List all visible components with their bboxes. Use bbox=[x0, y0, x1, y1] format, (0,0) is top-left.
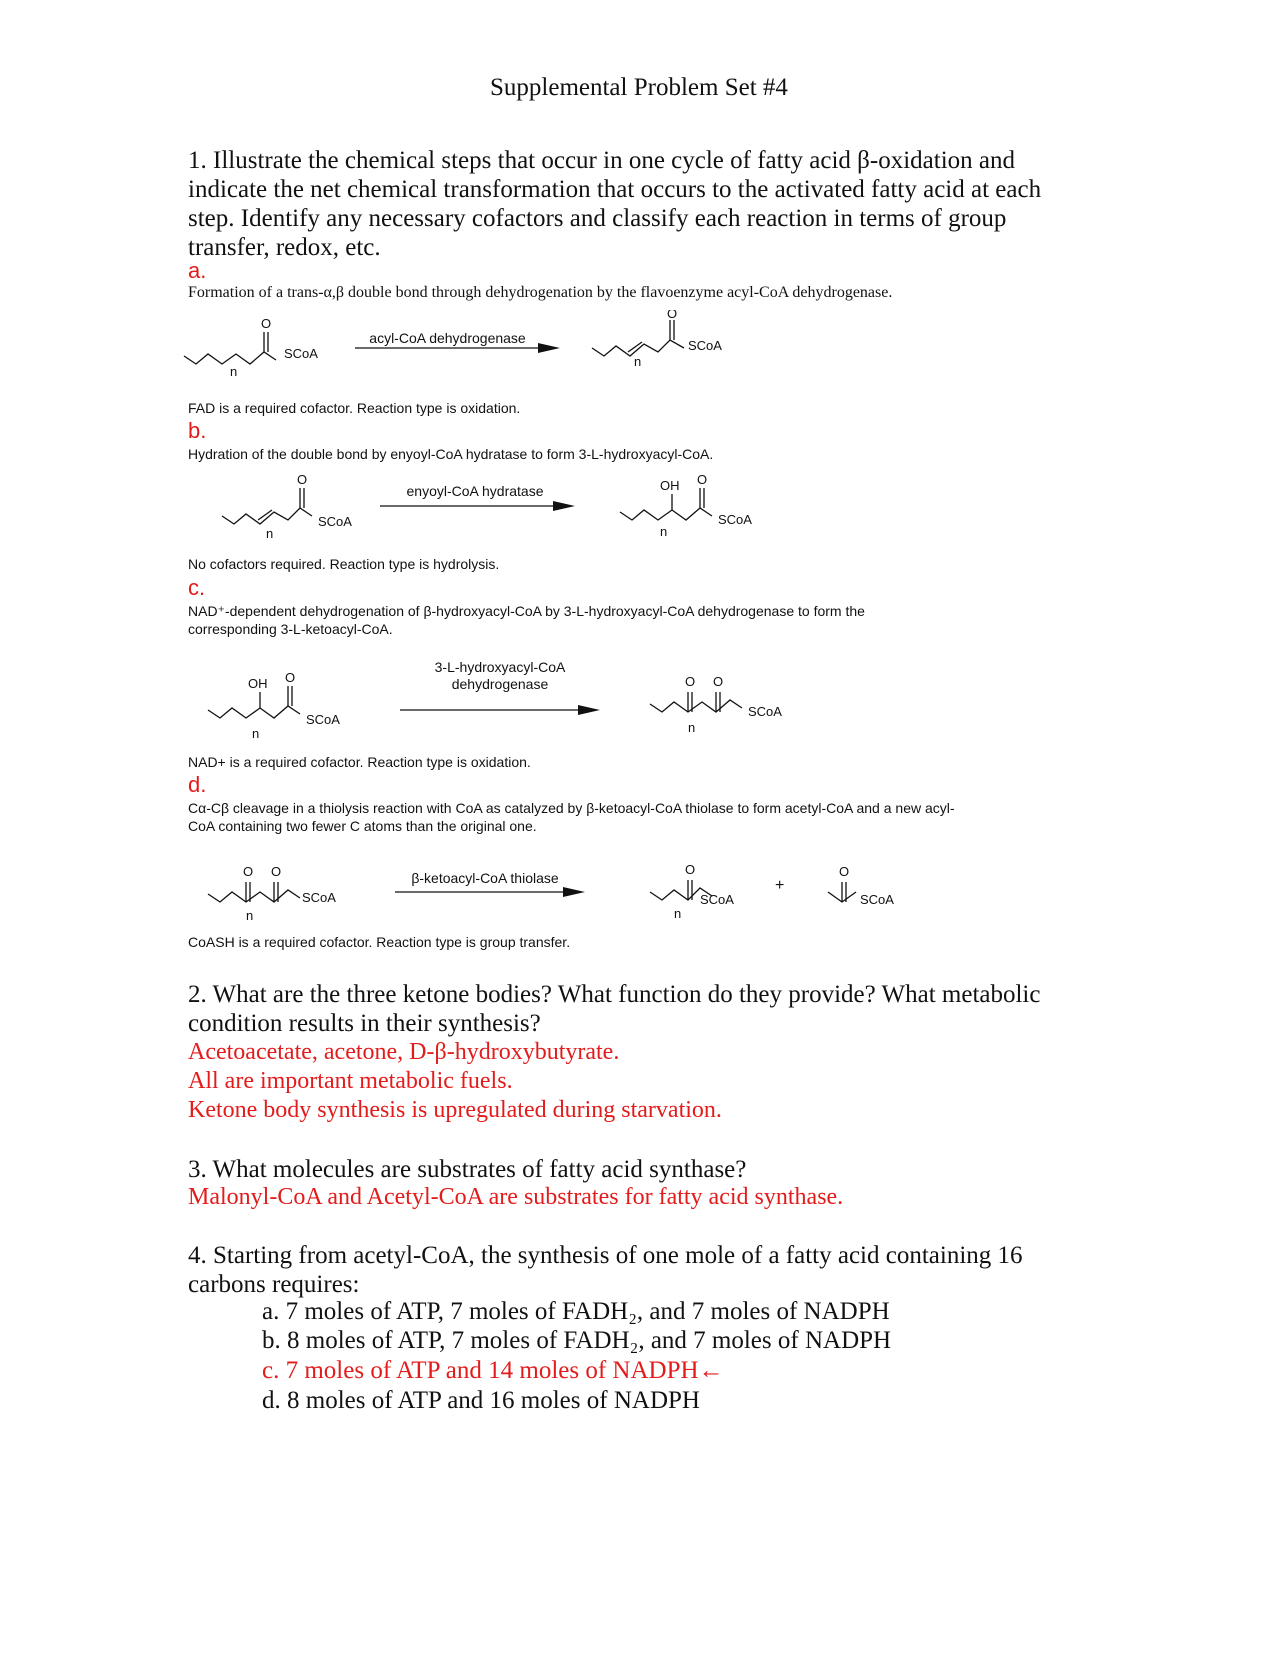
step-a-letter: a. bbox=[188, 258, 207, 283]
step-c-enzyme-line2: dehydrogenase bbox=[451, 676, 549, 692]
question-2: 2. What are the three ketone bodies? What function do they provide? What metabolic condition results in their synthesis? bbox=[188, 981, 1041, 1037]
step-b-scoa-product: SCoA bbox=[718, 512, 752, 527]
step-d-scoa-product1: SCoA bbox=[700, 892, 734, 907]
reaction-scheme-b bbox=[0, 470, 1280, 550]
q2-answer-1: Acetoacetate, acetone, D-β-hydroxybutyrate. bbox=[188, 1039, 620, 1065]
step-b-n-reactant: n bbox=[266, 526, 274, 541]
step-d-o-product1: O bbox=[685, 862, 696, 877]
step-b-enzyme: enyoyl-CoA hydratase bbox=[406, 483, 544, 499]
step-d-description: Cα-Cβ cleavage in a thiolysis reaction with CoA as catalyzed by β-ketoacyl-CoA thiolase to form acetyl-CoA and a new acyl-CoA containing two fewer C atoms than the original one. bbox=[188, 800, 955, 834]
step-d-n-reactant: n bbox=[246, 908, 254, 923]
step-a-scoa-product: SCoA bbox=[688, 338, 722, 353]
step-c-description: NAD⁺-dependent dehydrogenation of β-hydroxyacyl-CoA by 3-L-hydroxyacyl-CoA dehydrogenase to form the corresponding 3-L-ketoacyl-CoA. bbox=[188, 603, 865, 637]
step-d-o1-reactant: O bbox=[243, 864, 254, 879]
reaction-scheme-a bbox=[0, 310, 1280, 390]
step-b-oh-product: OH bbox=[660, 478, 680, 493]
step-a-n-reactant: n bbox=[230, 364, 238, 379]
step-a-n-product: n bbox=[634, 354, 642, 369]
step-b-o-product: O bbox=[697, 472, 708, 487]
step-c-letter: c. bbox=[188, 575, 206, 600]
step-c-enzyme-line1: 3-L-hydroxyacyl-CoA bbox=[434, 659, 566, 675]
step-b-o-reactant: O bbox=[297, 472, 308, 487]
step-d-letter: d. bbox=[188, 772, 207, 797]
step-c-o-reactant: O bbox=[285, 670, 296, 685]
step-b-description: Hydration of the double bond by enyoyl-CoA hydratase to form 3-L-hydroxyacyl-CoA. bbox=[188, 446, 714, 462]
step-c-n-product: n bbox=[688, 720, 696, 735]
step-a-note: FAD is a required cofactor. Reaction type is oxidation. bbox=[188, 400, 521, 416]
step-d-o-product2: O bbox=[839, 864, 850, 879]
step-c-scoa-reactant: SCoA bbox=[306, 712, 340, 727]
step-c-n-reactant: n bbox=[252, 726, 260, 741]
step-b-n-product: n bbox=[660, 524, 668, 539]
step-a-enzyme: acyl-CoA dehydrogenase bbox=[369, 330, 526, 346]
question-1: 1. Illustrate the chemical steps that occur in one cycle of fatty acid β-oxidation and indicate the net chemical transformation that occurs to the activated fatty acid at each step. Identify any necessary cofactors and classify each reaction in terms of group transfer, redox, etc. bbox=[188, 147, 1042, 261]
step-a-o-product: O bbox=[667, 310, 678, 321]
question-3: 3. What molecules are substrates of fatty acid synthase? bbox=[188, 1156, 747, 1183]
q4-option-b: b. 8 moles of ATP, 7 moles of FADH₂, and 7 moles of NADPH bbox=[262, 1327, 892, 1354]
step-b-note: No cofactors required. Reaction type is hydrolysis. bbox=[188, 556, 500, 572]
step-a-o-label: O bbox=[261, 316, 272, 331]
step-d-o2-reactant: O bbox=[271, 864, 282, 879]
step-d-scoa-product2: SCoA bbox=[860, 892, 894, 907]
step-c-oh-reactant: OH bbox=[248, 676, 268, 691]
reaction-scheme-c bbox=[0, 670, 1280, 750]
plus-sign: + bbox=[775, 877, 785, 894]
step-d-scoa-reactant: SCoA bbox=[302, 890, 336, 905]
step-a-description: Formation of a trans-α,β double bond through dehydrogenation by the flavoenzyme acyl-CoA dehydrogenase. bbox=[188, 284, 893, 301]
q4-option-d: d. 8 moles of ATP and 16 moles of NADPH bbox=[262, 1387, 700, 1414]
reaction-scheme-d bbox=[0, 852, 1280, 932]
q4-option-c-correct: c. 7 moles of ATP and 14 moles of NADPH← bbox=[262, 1357, 724, 1384]
step-c-o1-product: O bbox=[685, 674, 696, 689]
q2-answer-3: Ketone body synthesis is upregulated during starvation. bbox=[188, 1097, 722, 1123]
step-c-scoa-product: SCoA bbox=[748, 704, 782, 719]
step-d-note: CoASH is a required cofactor. Reaction type is group transfer. bbox=[188, 934, 571, 950]
step-d-enzyme: β-ketoacyl-CoA thiolase bbox=[411, 870, 559, 886]
step-a-scoa-reactant: SCoA bbox=[284, 346, 318, 361]
page-title: Supplemental Problem Set #4 bbox=[490, 74, 788, 101]
q4-option-a: a. 7 moles of ATP, 7 moles of FADH₂, and 7 moles of NADPH bbox=[262, 1298, 890, 1325]
step-b-scoa-reactant: SCoA bbox=[318, 514, 352, 529]
step-d-n-product1: n bbox=[674, 906, 682, 921]
q3-answer: Malonyl-CoA and Acetyl-CoA are substrates for fatty acid synthase. bbox=[188, 1184, 844, 1210]
step-c-o2-product: O bbox=[713, 674, 724, 689]
question-4: 4. Starting from acetyl-CoA, the synthesis of one mole of a fatty acid containing 16 carbons requires: bbox=[188, 1242, 1023, 1298]
step-b-letter: b. bbox=[188, 418, 207, 443]
step-c-note: NAD+ is a required cofactor. Reaction type is oxidation. bbox=[188, 754, 531, 770]
q2-answer-2: All are important metabolic fuels. bbox=[188, 1068, 513, 1094]
